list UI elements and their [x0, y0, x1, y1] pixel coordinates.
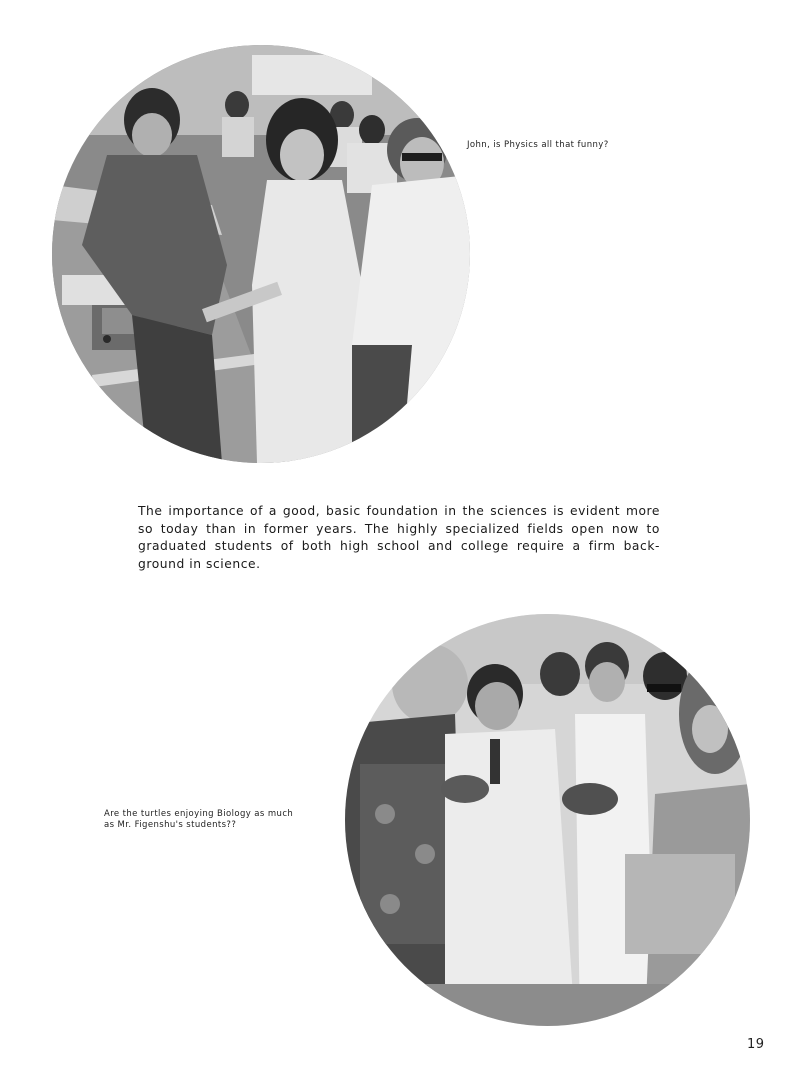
physics-lab-photo-image [52, 45, 470, 463]
body-paragraph: The importance of a good, basic foundation in the sciences is evident more so today than in former years. The highly specialized fields open now to graduated students of both high school and college require a firm back-ground in science. [138, 504, 660, 571]
biology-caption-line-2: as Mr. Figenshu's students?? [104, 820, 237, 830]
biology-photo-caption [104, 809, 319, 831]
biology-caption-line-1: Are the turtles enjoying Biology as much [104, 809, 294, 819]
biology-turtles-photo-image [345, 614, 750, 1026]
physics-photo-caption: John, is Physics all that funny? [467, 140, 609, 150]
physics-lab-photo [52, 45, 470, 463]
biology-turtles-photo [345, 614, 750, 1026]
page-number: 19 [747, 1037, 765, 1052]
